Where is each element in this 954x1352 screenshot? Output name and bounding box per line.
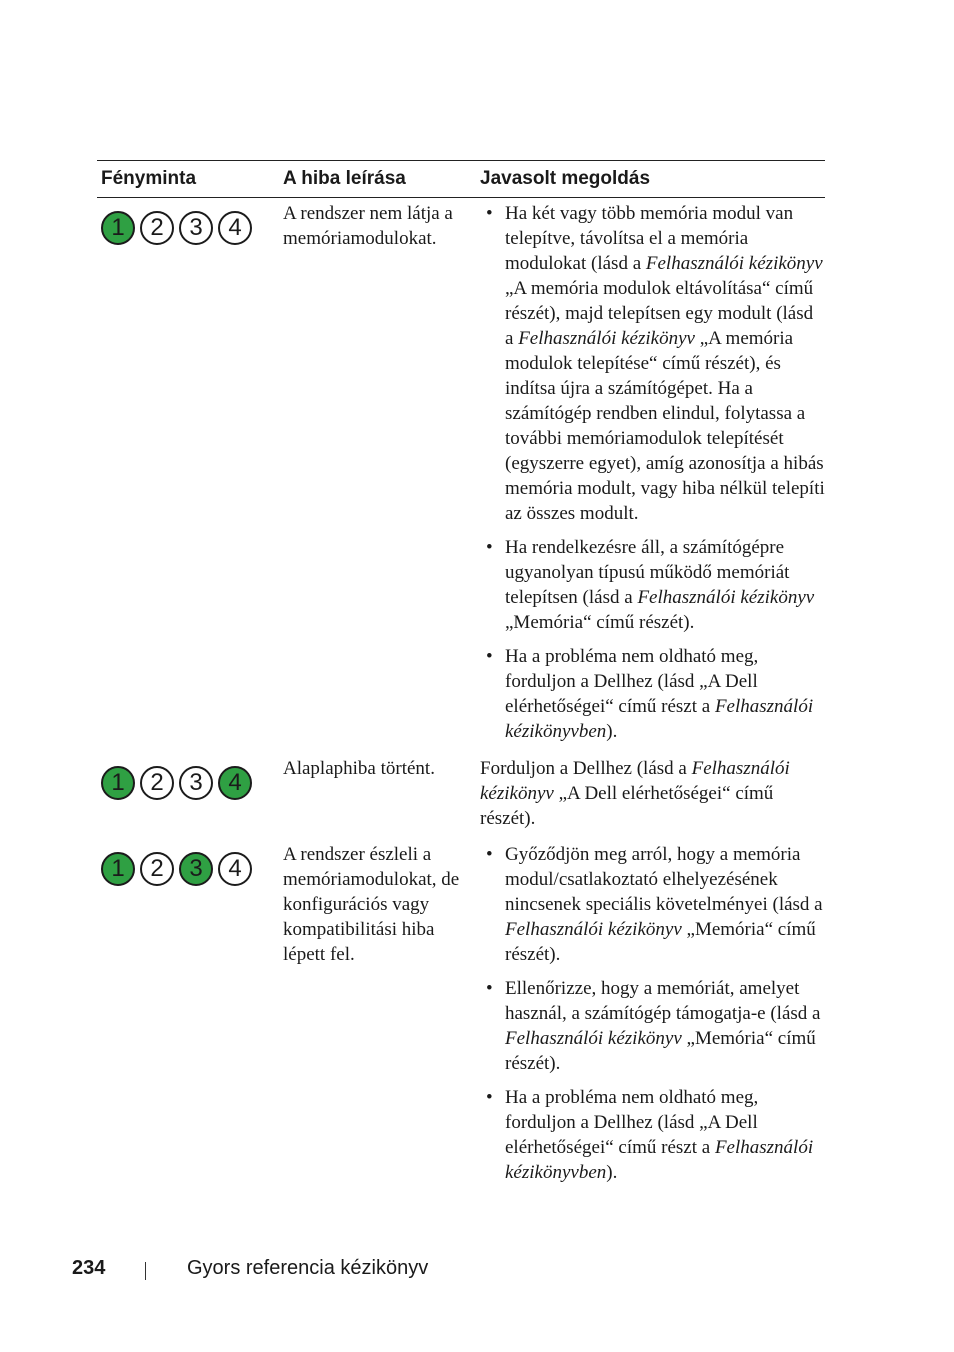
- bullet-text: Győződjön meg arról, hogy a memória modul/csatlakoztató elhelyezésének nincsenek speciális követelményei (lásd a Felhasználói kézikönyv „Memória“ című részét).: [505, 844, 823, 965]
- problem-description: A rendszer észleli a memóriamodulokat, de konfigurációs vagy kompatibilitási hiba lépett fel.: [283, 844, 460, 965]
- bullet-icon: •: [486, 978, 493, 999]
- diagnostic-light-2: 2: [140, 852, 174, 886]
- diagnostic-light-2: 2: [140, 211, 174, 245]
- diagnostic-light-3: 3: [179, 852, 213, 886]
- resolution-bullet: [480, 535, 825, 635]
- resolution-bullet: [480, 644, 825, 744]
- bullet-text: Ha a probléma nem oldható meg, forduljon a Dellhez (lásd „A Dell elérhetőségei“ című részt a Felhasználói kézikönyvben).: [505, 1087, 814, 1183]
- diagnostic-light-4: 4: [218, 766, 252, 800]
- bullet-icon: •: [486, 646, 493, 667]
- diagnostic-light-3: 3: [179, 766, 213, 800]
- light-pattern: [101, 766, 252, 800]
- header-problem-description: A hiba leírása: [283, 168, 406, 189]
- bullet-icon: •: [486, 1087, 493, 1108]
- diagnostic-light-1: 1: [101, 211, 135, 245]
- header-suggested-resolution: Javasolt megoldás: [480, 168, 651, 189]
- bullet-text: Ha két vagy több memória modul van telepítve, távolítsa el a memória modulokat (lásd a Felhasználói kézikönyv „A memória modulok eltávolítása“ című részét), majd telepítsen egy modult (lásd a Felhasználói kézikönyv „A memória modulok telepítése“ című részét), és indítsa újra a számítógépet. Ha a számítógép rendben elindul, folytassa a további memóriamodulok telepítését (egyszerre egyet), amíg azonosítja a hibás memória modult, vagy hiba nélkül telepíti az összes modult.: [505, 203, 825, 524]
- diagnostic-light-1: 1: [101, 852, 135, 886]
- problem-description: A rendszer nem látja a memóriamodulokat.: [283, 203, 453, 249]
- diagnostic-lights-table: [97, 160, 825, 1183]
- header-light-pattern: Fényminta: [101, 168, 197, 189]
- footer-divider: [145, 1262, 146, 1280]
- bullet-text: Ha a probléma nem oldható meg, forduljon a Dellhez (lásd „A Dell elérhetőségei“ című részt a Felhasználói kézikönyvben).: [505, 646, 814, 742]
- light-pattern: [101, 852, 252, 886]
- diagnostic-light-1: 1: [101, 766, 135, 800]
- table-header: [97, 161, 825, 198]
- resolution-bullet: [480, 1085, 825, 1185]
- resolution-bullet: [480, 842, 825, 967]
- bullet-icon: •: [486, 203, 493, 224]
- suggested-resolution: Forduljon a Dellhez (lásd a Felhasználói kézikönyv „A Dell elérhetőségei“ című részét).: [480, 758, 790, 829]
- bullet-text: Ellenőrizze, hogy a memóriát, amelyet használ, a számítógép támogatja-e (lásd a Felhasználói kézikönyv „Memória“ című részét).: [505, 978, 821, 1074]
- light-pattern: [101, 211, 252, 245]
- diagnostic-light-2: 2: [140, 766, 174, 800]
- page-number: 234: [72, 1257, 106, 1279]
- resolution-bullet: [480, 201, 825, 526]
- resolution-bullet: [480, 976, 825, 1076]
- bullet-icon: •: [486, 844, 493, 865]
- problem-description: Alaplaphiba történt.: [283, 758, 435, 779]
- suggested-resolution: [480, 842, 825, 1194]
- diagnostic-light-4: 4: [218, 211, 252, 245]
- bullet-text: Ha rendelkezésre áll, a számítógépre ugyanolyan típusú működő memóriát telepítsen (lásd a Felhasználói kézikönyv „Memória“ című részét).: [505, 537, 815, 633]
- footer-title: Gyors referencia kézikönyv: [187, 1257, 429, 1279]
- diagnostic-light-4: 4: [218, 852, 252, 886]
- suggested-resolution: [480, 201, 825, 753]
- diagnostic-light-3: 3: [179, 211, 213, 245]
- bullet-icon: •: [486, 537, 493, 558]
